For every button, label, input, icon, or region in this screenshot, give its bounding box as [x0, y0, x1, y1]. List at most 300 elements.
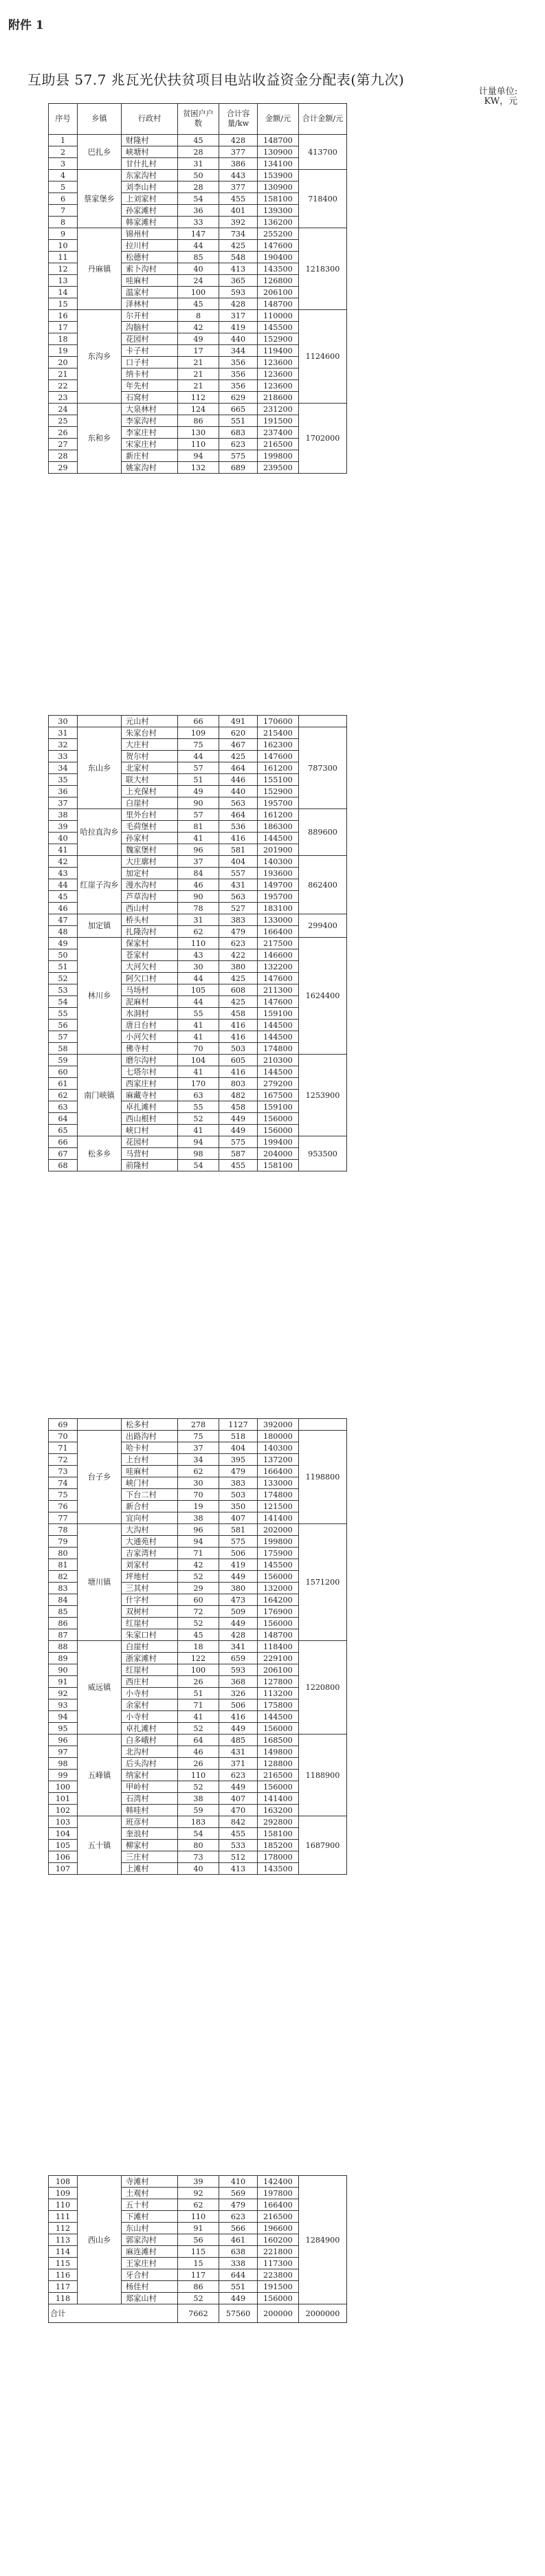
capacity-kw: 371 [219, 1758, 258, 1770]
row-index: 56 [49, 1020, 78, 1031]
row-index: 103 [49, 1816, 78, 1828]
household-count: 49 [178, 333, 219, 345]
amount-yuan: 140300 [258, 856, 299, 868]
row-index: 30 [49, 716, 78, 727]
village-name: 双树村 [122, 1606, 178, 1618]
household-count: 57 [178, 762, 219, 774]
row-index: 92 [49, 1688, 78, 1699]
village-name: 哈卡村 [122, 1442, 178, 1454]
amount-yuan: 166400 [258, 926, 299, 938]
township-name: 巴扎乡 [78, 135, 122, 170]
amount-yuan: 174800 [258, 1043, 299, 1055]
capacity-kw: 644 [219, 2269, 258, 2281]
amount-yuan: 190400 [258, 252, 299, 263]
amount-yuan: 145500 [258, 1559, 299, 1571]
household-count: 100 [178, 1664, 219, 1676]
township-total: 1220800 [299, 1641, 347, 1735]
household-count: 26 [178, 1676, 219, 1688]
village-name: 下台二村 [122, 1489, 178, 1501]
village-name: 西庄村 [122, 1676, 178, 1688]
table-row [49, 914, 347, 926]
amount-yuan: 123600 [258, 380, 299, 392]
village-name: 奎浪村 [122, 1828, 178, 1840]
household-count: 17 [178, 345, 219, 357]
village-name: 白崖村 [122, 797, 178, 809]
amount-yuan: 201900 [258, 844, 299, 856]
capacity-kw: 446 [219, 774, 258, 786]
household-count: 55 [178, 1101, 219, 1113]
row-index: 33 [49, 751, 78, 762]
household-count: 100 [178, 287, 219, 298]
amount-yuan: 148700 [258, 1629, 299, 1641]
village-name: 宜向村 [122, 1512, 178, 1524]
row-index: 65 [49, 1125, 78, 1136]
row-index: 40 [49, 833, 78, 844]
row-index: 71 [49, 1442, 78, 1454]
township-name: 东沟乡 [78, 310, 122, 404]
amount-yuan: 239500 [258, 462, 299, 474]
row-index: 44 [49, 879, 78, 891]
amount-yuan: 143500 [258, 263, 299, 275]
household-count: 80 [178, 1840, 219, 1851]
household-count: 45 [178, 135, 219, 146]
household-count: 84 [178, 868, 219, 879]
amount-yuan: 130900 [258, 146, 299, 158]
village-name: 朱家台村 [122, 727, 178, 739]
capacity-kw: 383 [219, 914, 258, 926]
amount-yuan: 196600 [258, 2223, 299, 2234]
amount-yuan: 183100 [258, 903, 299, 914]
row-index: 75 [49, 1489, 78, 1501]
row-index: 34 [49, 762, 78, 774]
household-count: 40 [178, 263, 219, 275]
capacity-kw: 581 [219, 1524, 258, 1536]
capacity-kw: 425 [219, 751, 258, 762]
village-name: 新合村 [122, 1501, 178, 1512]
township-total: 299400 [299, 914, 347, 938]
table-row [49, 2176, 347, 2188]
household-count: 38 [178, 1512, 219, 1524]
row-index: 12 [49, 263, 78, 275]
capacity-kw: 428 [219, 298, 258, 310]
village-name: 前隆村 [122, 1160, 178, 1171]
capacity-kw: 467 [219, 739, 258, 751]
amount-yuan: 218600 [258, 392, 299, 404]
village-name: 新庄村 [122, 450, 178, 462]
row-index: 83 [49, 1583, 78, 1594]
allocation-table-page-4 [48, 2175, 347, 2323]
capacity-kw: 365 [219, 275, 258, 287]
household-count: 110 [178, 2211, 219, 2223]
table-row [49, 856, 347, 868]
household-count: 278 [178, 1419, 219, 1431]
row-index: 31 [49, 727, 78, 739]
township-name: 加定镇 [78, 914, 122, 938]
household-count: 90 [178, 891, 219, 903]
township-name: 南门峡镇 [78, 1055, 122, 1136]
township-name: 台子乡 [78, 1431, 122, 1524]
capacity-kw: 512 [219, 1851, 258, 1863]
row-index: 81 [49, 1559, 78, 1571]
village-name: 磨尔沟村 [122, 1055, 178, 1066]
row-index: 35 [49, 774, 78, 786]
capacity-kw: 413 [219, 1863, 258, 1875]
amount-yuan: 216500 [258, 1770, 299, 1781]
village-name: 纳卡村 [122, 368, 178, 380]
township-total: 1218300 [299, 228, 347, 310]
household-count: 37 [178, 856, 219, 868]
row-index: 18 [49, 333, 78, 345]
village-name: 出路沟村 [122, 1431, 178, 1442]
household-count: 75 [178, 739, 219, 751]
capacity-kw: 449 [219, 1781, 258, 1793]
capacity-kw: 410 [219, 2176, 258, 2188]
amount-yuan: 130900 [258, 181, 299, 193]
amount-yuan: 144500 [258, 833, 299, 844]
capacity-kw: 629 [219, 392, 258, 404]
table-row [49, 1419, 347, 1431]
village-name: 索卜沟村 [122, 263, 178, 275]
township-total: 1198800 [299, 1431, 347, 1524]
row-index: 105 [49, 1840, 78, 1851]
capacity-kw: 623 [219, 1770, 258, 1781]
household-count: 70 [178, 1043, 219, 1055]
row-index: 41 [49, 844, 78, 856]
village-name: 桥头村 [122, 914, 178, 926]
capacity-kw: 563 [219, 797, 258, 809]
row-index: 10 [49, 240, 78, 252]
grand-total-households: 7662 [178, 2304, 219, 2323]
village-name: 哇麻村 [122, 275, 178, 287]
village-name: 上滩村 [122, 1863, 178, 1875]
capacity-kw: 455 [219, 1828, 258, 1840]
amount-yuan: 168500 [258, 1735, 299, 1746]
township-name: 林川乡 [78, 938, 122, 1055]
village-name: 上充保村 [122, 786, 178, 797]
amount-yuan: 137200 [258, 1454, 299, 1466]
row-index: 19 [49, 345, 78, 357]
capacity-kw: 407 [219, 1512, 258, 1524]
village-name: 余家村 [122, 1699, 178, 1711]
capacity-kw: 623 [219, 439, 258, 450]
village-name: 元山村 [122, 716, 178, 727]
township-total: 862400 [299, 856, 347, 914]
table-row [49, 1735, 347, 1746]
amount-yuan: 392000 [258, 1419, 299, 1431]
amount-yuan: 178000 [258, 1851, 299, 1863]
village-name: 杨佳村 [122, 2281, 178, 2293]
village-name: 尔开村 [122, 310, 178, 322]
household-count: 40 [178, 1863, 219, 1875]
table-row [49, 404, 347, 415]
village-name: 白崖村 [122, 1641, 178, 1653]
village-name: 卓扎滩村 [122, 1723, 178, 1735]
capacity-kw: 455 [219, 193, 258, 205]
capacity-kw: 605 [219, 1055, 258, 1066]
household-count: 44 [178, 996, 219, 1008]
row-index: 82 [49, 1571, 78, 1583]
village-name: 小寺村 [122, 1711, 178, 1723]
household-count: 50 [178, 170, 219, 181]
capacity-kw: 581 [219, 844, 258, 856]
amount-yuan: 141400 [258, 1793, 299, 1805]
table-row [49, 310, 347, 322]
township-total: 1624400 [299, 938, 347, 1055]
township-name: 东山乡 [78, 727, 122, 809]
amount-yuan: 149800 [258, 1746, 299, 1758]
village-name: 温家村 [122, 287, 178, 298]
household-count: 46 [178, 1746, 219, 1758]
row-index: 63 [49, 1101, 78, 1113]
village-name: 大庄廓村 [122, 856, 178, 868]
row-index: 28 [49, 450, 78, 462]
row-index: 94 [49, 1711, 78, 1723]
amount-yuan: 147600 [258, 751, 299, 762]
village-name: 年先村 [122, 380, 178, 392]
row-index: 87 [49, 1629, 78, 1641]
household-count: 90 [178, 797, 219, 809]
row-index: 32 [49, 739, 78, 751]
capacity-kw: 461 [219, 2234, 258, 2246]
row-index: 73 [49, 1466, 78, 1477]
amount-yuan: 123600 [258, 368, 299, 380]
capacity-kw: 440 [219, 333, 258, 345]
township-total: 1284900 [299, 2176, 347, 2304]
household-count: 122 [178, 1653, 219, 1664]
household-count: 41 [178, 1020, 219, 1031]
capacity-kw: 509 [219, 1606, 258, 1618]
amount-yuan: 139300 [258, 205, 299, 217]
row-index: 109 [49, 2188, 78, 2199]
household-count: 52 [178, 1113, 219, 1125]
column-header: 合计容量/kw [219, 104, 258, 135]
capacity-kw: 404 [219, 1442, 258, 1454]
village-name: 口子村 [122, 357, 178, 368]
capacity-kw: 659 [219, 1653, 258, 1664]
row-index: 1 [49, 135, 78, 146]
row-index: 98 [49, 1758, 78, 1770]
capacity-kw: 503 [219, 1043, 258, 1055]
household-count: 8 [178, 310, 219, 322]
row-index: 48 [49, 926, 78, 938]
row-index: 24 [49, 404, 78, 415]
capacity-kw: 506 [219, 1699, 258, 1711]
amount-yuan: 117300 [258, 2258, 299, 2269]
row-index: 51 [49, 961, 78, 973]
household-count: 62 [178, 1466, 219, 1477]
township-name: 红崖子沟乡 [78, 856, 122, 914]
row-index: 61 [49, 1078, 78, 1090]
amount-yuan: 110000 [258, 310, 299, 322]
township-total: 953500 [299, 1136, 347, 1171]
village-name: 什字村 [122, 1594, 178, 1606]
row-index: 93 [49, 1699, 78, 1711]
village-name: 刘家村 [122, 1559, 178, 1571]
household-count: 62 [178, 2199, 219, 2211]
capacity-kw: 479 [219, 2199, 258, 2211]
amount-yuan: 113200 [258, 1688, 299, 1699]
row-index: 37 [49, 797, 78, 809]
row-index: 101 [49, 1793, 78, 1805]
amount-yuan: 292800 [258, 1816, 299, 1828]
row-index: 8 [49, 217, 78, 228]
village-name: 马场村 [122, 984, 178, 996]
village-name: 柳家村 [122, 1840, 178, 1851]
household-count: 75 [178, 1431, 219, 1442]
village-name: 土观村 [122, 2188, 178, 2199]
amount-yuan: 193600 [258, 868, 299, 879]
amount-yuan: 156000 [258, 1571, 299, 1583]
row-index: 53 [49, 984, 78, 996]
row-index: 3 [49, 158, 78, 170]
row-index: 66 [49, 1136, 78, 1148]
row-index: 107 [49, 1863, 78, 1875]
amount-yuan: 156000 [258, 1113, 299, 1125]
household-count: 86 [178, 415, 219, 427]
capacity-kw: 503 [219, 1489, 258, 1501]
household-count: 45 [178, 298, 219, 310]
village-name: 红崖村 [122, 1664, 178, 1676]
township-total: 1188900 [299, 1735, 347, 1816]
village-name: 下滩村 [122, 2211, 178, 2223]
capacity-kw: 575 [219, 1136, 258, 1148]
table-row [49, 716, 347, 727]
column-header: 贫困户户数 [178, 104, 219, 135]
amount-yuan: 216500 [258, 2211, 299, 2223]
household-count: 41 [178, 833, 219, 844]
amount-yuan: 140300 [258, 1442, 299, 1454]
amount-yuan: 211300 [258, 984, 299, 996]
village-name: 小寺村 [122, 1688, 178, 1699]
capacity-kw: 425 [219, 240, 258, 252]
capacity-kw: 407 [219, 1793, 258, 1805]
row-index: 72 [49, 1454, 78, 1466]
household-count: 29 [178, 1583, 219, 1594]
amount-yuan: 145500 [258, 322, 299, 333]
row-index: 78 [49, 1524, 78, 1536]
capacity-kw: 338 [219, 2258, 258, 2269]
household-count: 34 [178, 1454, 219, 1466]
household-count: 105 [178, 984, 219, 996]
household-count: 41 [178, 1711, 219, 1723]
household-count: 51 [178, 1688, 219, 1699]
capacity-kw: 344 [219, 345, 258, 357]
household-count: 43 [178, 949, 219, 961]
capacity-kw: 449 [219, 1125, 258, 1136]
capacity-kw: 665 [219, 404, 258, 415]
household-count: 18 [178, 1641, 219, 1653]
household-count: 57 [178, 809, 219, 821]
village-name: 西家庄村 [122, 1078, 178, 1090]
table-row [49, 809, 347, 821]
household-count: 71 [178, 1548, 219, 1559]
village-name: 韩家滩村 [122, 217, 178, 228]
table-row [49, 228, 347, 240]
capacity-kw: 623 [219, 2211, 258, 2223]
capacity-kw: 368 [219, 1676, 258, 1688]
township-total: 889600 [299, 809, 347, 856]
amount-yuan: 155100 [258, 774, 299, 786]
capacity-kw: 416 [219, 1031, 258, 1043]
row-index: 17 [49, 322, 78, 333]
household-count: 41 [178, 1031, 219, 1043]
capacity-kw: 416 [219, 1066, 258, 1078]
table-row [49, 135, 347, 146]
row-index: 112 [49, 2223, 78, 2234]
household-count: 30 [178, 961, 219, 973]
township-total: 413700 [299, 135, 347, 170]
village-name: 西山村 [122, 903, 178, 914]
village-name: 班彦村 [122, 1816, 178, 1828]
row-index: 23 [49, 392, 78, 404]
township-name: 松多乡 [78, 1136, 122, 1171]
village-name: 扎隆沟村 [122, 926, 178, 938]
household-count: 54 [178, 193, 219, 205]
village-name: 大通苑村 [122, 1536, 178, 1548]
household-count: 42 [178, 322, 219, 333]
capacity-kw: 356 [219, 357, 258, 368]
capacity-kw: 380 [219, 961, 258, 973]
village-name: 三庄村 [122, 1851, 178, 1863]
allocation-table-page-2 [48, 715, 347, 1171]
column-header: 行政村 [122, 104, 178, 135]
amount-yuan: 121500 [258, 1501, 299, 1512]
capacity-kw: 425 [219, 973, 258, 984]
village-name: 沟脑村 [122, 322, 178, 333]
row-index: 100 [49, 1781, 78, 1793]
amount-yuan: 174800 [258, 1489, 299, 1501]
household-count: 52 [178, 1571, 219, 1583]
village-name: 上刘家村 [122, 193, 178, 205]
village-name: 朱家口村 [122, 1629, 178, 1641]
township-name: 蔡家堡乡 [78, 170, 122, 228]
row-index: 9 [49, 228, 78, 240]
amount-yuan: 156000 [258, 1723, 299, 1735]
amount-yuan: 141400 [258, 1512, 299, 1524]
village-name: 刘李山村 [122, 181, 178, 193]
capacity-kw: 623 [219, 938, 258, 949]
village-name: 花园村 [122, 1136, 178, 1148]
unit-value: KW，元 [484, 96, 518, 107]
household-count: 110 [178, 439, 219, 450]
row-index: 16 [49, 310, 78, 322]
row-index: 7 [49, 205, 78, 217]
amount-yuan: 118400 [258, 1641, 299, 1653]
village-name: 卡子村 [122, 345, 178, 357]
village-name: 大河欠村 [122, 961, 178, 973]
township-name: 东和乡 [78, 404, 122, 474]
row-index: 70 [49, 1431, 78, 1442]
row-index: 57 [49, 1031, 78, 1043]
capacity-kw: 449 [219, 1113, 258, 1125]
household-count: 52 [178, 1618, 219, 1629]
township-name: 威远镇 [78, 1641, 122, 1735]
row-index: 77 [49, 1512, 78, 1524]
household-count: 45 [178, 1629, 219, 1641]
amount-yuan: 164200 [258, 1594, 299, 1606]
capacity-kw: 551 [219, 2281, 258, 2293]
household-count: 98 [178, 1148, 219, 1160]
amount-yuan: 142400 [258, 2176, 299, 2188]
amount-yuan: 202000 [258, 1524, 299, 1536]
village-name: 联大村 [122, 774, 178, 786]
village-name: 后头沟村 [122, 1758, 178, 1770]
village-name: 孙家滩村 [122, 205, 178, 217]
amount-yuan: 152900 [258, 333, 299, 345]
amount-yuan: 144500 [258, 1066, 299, 1078]
row-index: 39 [49, 821, 78, 833]
row-index: 80 [49, 1548, 78, 1559]
